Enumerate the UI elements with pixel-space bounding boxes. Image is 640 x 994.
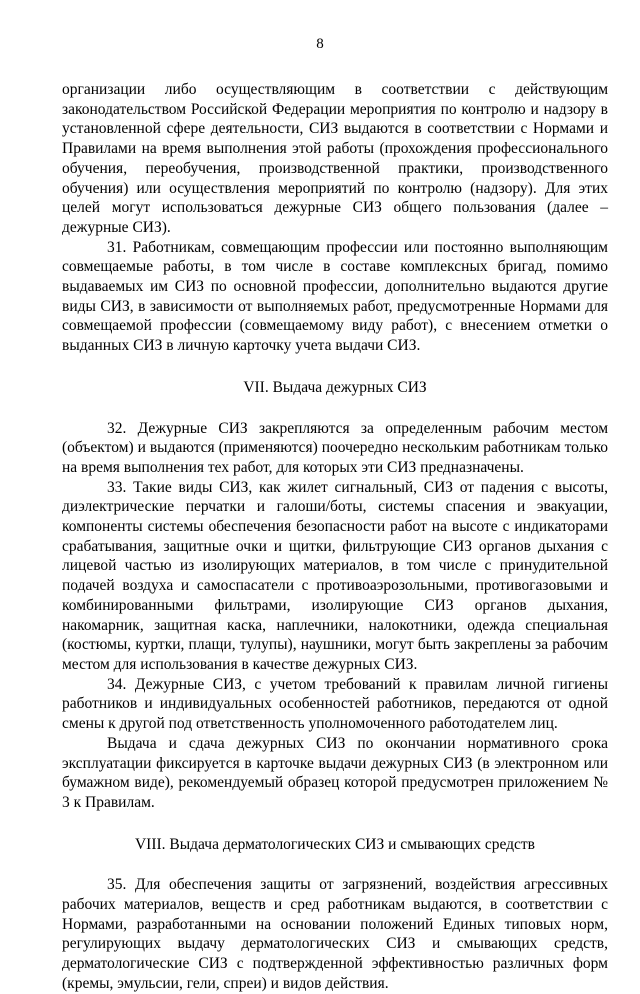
paragraph-34-continuation: Выдача и сдача дежурных СИЗ по окончании нормативного срока эксплуатации фиксируется в карточке выдачи дежурных СИЗ (в электронном или бумажном виде), рекомендуемый образец которой предусмотрен приложением № 3 к Правилам.: [62, 734, 608, 811]
page-number: 8: [316, 36, 324, 52]
paragraph-32: 32. Дежурные СИЗ закрепляются за определенным рабочим местом (объектом) и выдаются (применяются) поочередно нескольким работникам только на время выполнения тех работ, для которых эти СИЗ предназначены.: [62, 419, 608, 476]
paragraph-33: 33. Такие виды СИЗ, как жилет сигнальный, СИЗ от падения с высоты, диэлектрические перчатки и галоши/боты, системы спасения и эвакуации, компоненты системы обеспечения безопасности работ на высоте с индикаторами срабатывания, защитные очки и щитки, фильтрующие СИЗ органов дыхания с лицевой частью из изолирующих материалов, в том числе с принудительной подачей воздуха и самоспасатели с противоаэрозольными, противогазовыми и комбинированными фильтрами, изолирующие СИЗ органов дыхания, накомарник, защитная каска, наплечники, налокотники, одежда специальная (костюмы, куртки, плащи, тулупы), наушники, могут быть закреплены за рабочим местом для использования в качестве дежурных СИЗ.: [62, 478, 608, 673]
paragraph-35: 35. Для обеспечения защиты от загрязнений, воздействия агрессивных рабочих материалов, веществ и сред работникам выдаются, в соответствии с Нормами, разработанными на основании положений Единых типовых норм, регулирующих выдачу дерматологических СИЗ и смывающих средств, дерматологические СИЗ с подтвержденной эффективностью различных форм (кремы, эмульсии, гели, спреи) и видов действия.: [62, 876, 608, 992]
document-body: [62, 80, 608, 994]
section-heading-viii: VIII. Выдача дерматологических СИЗ и смывающих средств: [134, 835, 536, 853]
paragraph-31: 31. Работникам, совмещающим профессии или постоянно выполняющим совмещаемые работы, в том числе в составе комплексных бригад, помимо выдаваемых им СИЗ по основной профессии, дополнительно выдаются другие виды СИЗ, в зависимости от выполняемых работ, предусмотренные Нормами для совмещаемой профессии (совмещаемому виду работ), с внесением отметки о выданных СИЗ в личную карточку учета выдачи СИЗ.: [62, 238, 608, 355]
paragraph-34: 34. Дежурные СИЗ, с учетом требований к правилам личной гигиены работников и индивидуальных особенностей работников, передаются от одной смены к другой под ответственность уполномоченного работодателем лиц.: [62, 675, 608, 733]
section-heading-vii: VII. Выдача дежурных СИЗ: [243, 378, 427, 396]
paragraph-intro: организации либо осуществляющим в соответствии с действующим законодательством Российской Федерации мероприятия по контролю и надзору в установленной сфере деятельности, СИЗ выдаются в соответствии с Нормами и Правилами на время выполнения этой работы (прохождения профессионального обучения, переобучения, производственной практики, производственного обучения) или осуществления мероприятий по контролю (надзору). Для этих целей могут использоваться дежурные СИЗ общего пользования (далее – дежурные СИЗ).: [62, 81, 608, 236]
